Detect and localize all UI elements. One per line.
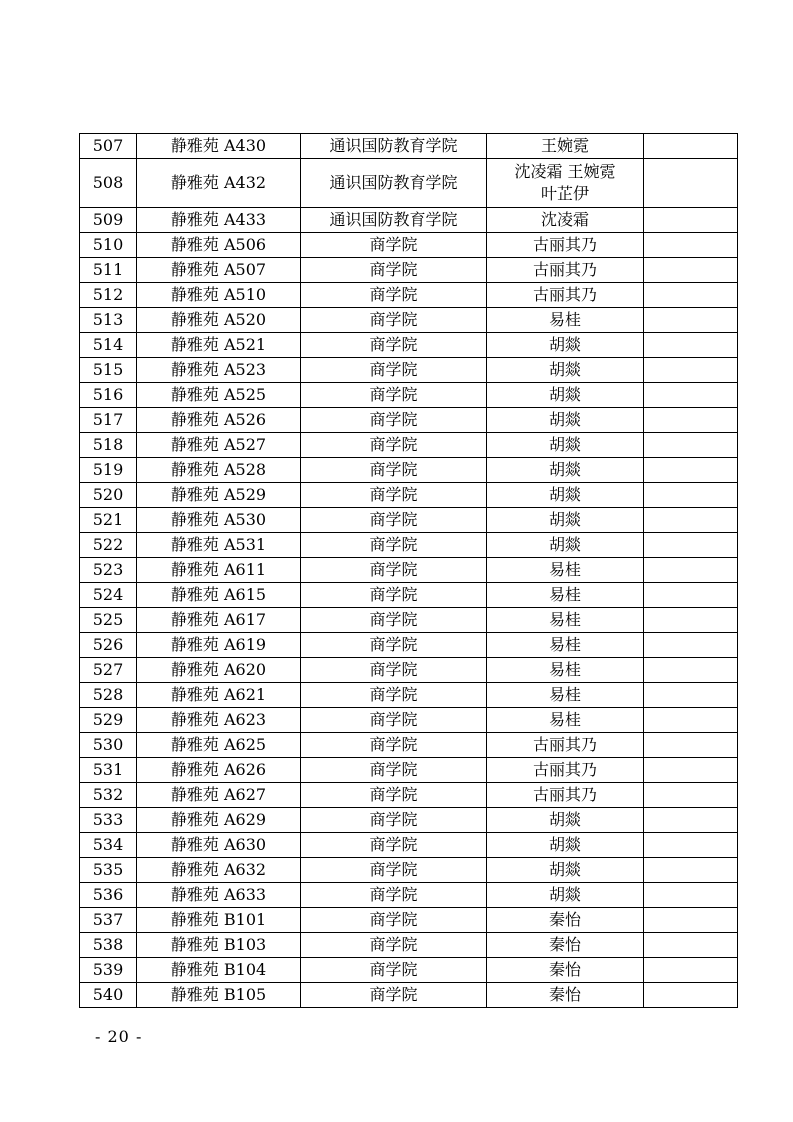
row-number-cell: 524: [80, 583, 137, 608]
remarks-cell: [644, 283, 738, 308]
room-cell: 静雅苑 B103: [137, 933, 301, 958]
responsible-person-cell: 胡燚: [487, 483, 644, 508]
college-cell: 商学院: [301, 458, 487, 483]
row-number-cell: 522: [80, 533, 137, 558]
college-cell: 商学院: [301, 658, 487, 683]
responsible-person-cell: 古丽其乃: [487, 258, 644, 283]
remarks-cell: [644, 333, 738, 358]
responsible-person-cell: 古丽其乃: [487, 733, 644, 758]
room-cell: 静雅苑 A520: [137, 308, 301, 333]
remarks-cell: [644, 308, 738, 333]
row-number-cell: 514: [80, 333, 137, 358]
row-number-cell: 532: [80, 783, 137, 808]
remarks-cell: [644, 683, 738, 708]
room-cell: 静雅苑 A530: [137, 508, 301, 533]
row-number-cell: 536: [80, 883, 137, 908]
remarks-cell: [644, 583, 738, 608]
row-number-cell: 515: [80, 358, 137, 383]
room-cell: 静雅苑 A633: [137, 883, 301, 908]
room-cell: 静雅苑 A526: [137, 408, 301, 433]
room-cell: 静雅苑 A430: [137, 134, 301, 159]
college-cell: 商学院: [301, 933, 487, 958]
responsible-person-cell: 易桂: [487, 658, 644, 683]
room-cell: 静雅苑 A615: [137, 583, 301, 608]
responsible-person-cell: 秦怡: [487, 933, 644, 958]
row-number-cell: 512: [80, 283, 137, 308]
college-cell: 商学院: [301, 783, 487, 808]
table-row: [80, 333, 738, 358]
row-number-cell: 534: [80, 833, 137, 858]
responsible-person-line: 叶芷伊: [540, 184, 589, 203]
row-number-cell: 525: [80, 608, 137, 633]
table-row: [80, 283, 738, 308]
remarks-cell: [644, 983, 738, 1008]
college-cell: 商学院: [301, 558, 487, 583]
table-row: [80, 833, 738, 858]
room-cell: 静雅苑 A626: [137, 758, 301, 783]
room-cell: 静雅苑 A506: [137, 233, 301, 258]
college-cell: 商学院: [301, 333, 487, 358]
room-cell: 静雅苑 A529: [137, 483, 301, 508]
room-cell: 静雅苑 A432: [137, 159, 301, 208]
remarks-cell: [644, 808, 738, 833]
college-cell: 商学院: [301, 883, 487, 908]
table-row: [80, 483, 738, 508]
responsible-person-cell: 古丽其乃: [487, 783, 644, 808]
table-row: [80, 933, 738, 958]
table-row: [80, 159, 738, 208]
table-row: [80, 658, 738, 683]
table-row: [80, 258, 738, 283]
remarks-cell: [644, 483, 738, 508]
remarks-cell: [644, 233, 738, 258]
college-cell: 通识国防教育学院: [301, 208, 487, 233]
college-cell: 商学院: [301, 283, 487, 308]
college-cell: 商学院: [301, 808, 487, 833]
responsible-person-cell: 胡燚: [487, 458, 644, 483]
room-cell: 静雅苑 B101: [137, 908, 301, 933]
remarks-cell: [644, 408, 738, 433]
college-cell: 商学院: [301, 683, 487, 708]
remarks-cell: [644, 159, 738, 208]
room-cell: 静雅苑 A627: [137, 783, 301, 808]
responsible-person-cell: 易桂: [487, 683, 644, 708]
college-cell: 商学院: [301, 533, 487, 558]
room-cell: 静雅苑 A507: [137, 258, 301, 283]
table-row: [80, 958, 738, 983]
table-row: [80, 633, 738, 658]
row-number-cell: 508: [80, 159, 137, 208]
row-number-cell: 540: [80, 983, 137, 1008]
responsible-person-cell: 秦怡: [487, 983, 644, 1008]
college-cell: 商学院: [301, 408, 487, 433]
row-number-cell: 528: [80, 683, 137, 708]
responsible-person-cell: 沈凌霜: [487, 208, 644, 233]
college-cell: 商学院: [301, 833, 487, 858]
college-cell: 商学院: [301, 733, 487, 758]
college-cell: 商学院: [301, 633, 487, 658]
row-number-cell: 526: [80, 633, 137, 658]
college-cell: 商学院: [301, 583, 487, 608]
college-cell: 商学院: [301, 983, 487, 1008]
table-row: [80, 808, 738, 833]
remarks-cell: [644, 858, 738, 883]
room-cell: 静雅苑 A611: [137, 558, 301, 583]
table-row: [80, 708, 738, 733]
college-cell: 商学院: [301, 958, 487, 983]
remarks-cell: [644, 208, 738, 233]
table-row: [80, 683, 738, 708]
responsible-person-line: 沈凌霜 王婉霓: [514, 162, 616, 181]
row-number-cell: 511: [80, 258, 137, 283]
responsible-person-cell: 古丽其乃: [487, 233, 644, 258]
row-number-cell: 537: [80, 908, 137, 933]
responsible-person-cell: 古丽其乃: [487, 758, 644, 783]
row-number-cell: 539: [80, 958, 137, 983]
remarks-cell: [644, 633, 738, 658]
responsible-person-cell: 胡燚: [487, 533, 644, 558]
remarks-cell: [644, 733, 738, 758]
row-number-cell: 520: [80, 483, 137, 508]
room-cell: 静雅苑 A619: [137, 633, 301, 658]
responsible-person-cell: 胡燚: [487, 383, 644, 408]
table-row: [80, 233, 738, 258]
remarks-cell: [644, 658, 738, 683]
responsible-person-cell: 易桂: [487, 633, 644, 658]
remarks-cell: [644, 508, 738, 533]
room-cell: 静雅苑 A632: [137, 858, 301, 883]
table-body: [80, 134, 738, 1008]
college-cell: 通识国防教育学院: [301, 159, 487, 208]
remarks-cell: [644, 883, 738, 908]
page-number: - 20 -: [95, 1027, 143, 1046]
row-number-cell: 516: [80, 383, 137, 408]
row-number-cell: 533: [80, 808, 137, 833]
table-row: [80, 733, 738, 758]
row-number-cell: 538: [80, 933, 137, 958]
remarks-cell: [644, 558, 738, 583]
college-cell: 商学院: [301, 758, 487, 783]
college-cell: 商学院: [301, 708, 487, 733]
college-cell: 商学院: [301, 233, 487, 258]
row-number-cell: 529: [80, 708, 137, 733]
remarks-cell: [644, 258, 738, 283]
responsible-person-cell: 易桂: [487, 708, 644, 733]
table-row: [80, 758, 738, 783]
row-number-cell: 535: [80, 858, 137, 883]
responsible-person-cell: 秦怡: [487, 958, 644, 983]
table-row: [80, 458, 738, 483]
responsible-person-cell: 王婉霓: [487, 134, 644, 159]
remarks-cell: [644, 533, 738, 558]
remarks-cell: [644, 608, 738, 633]
remarks-cell: [644, 383, 738, 408]
remarks-cell: [644, 958, 738, 983]
responsible-person-cell: 易桂: [487, 583, 644, 608]
row-number-cell: 507: [80, 134, 137, 159]
row-number-cell: 517: [80, 408, 137, 433]
table-row: [80, 383, 738, 408]
table-row: [80, 533, 738, 558]
responsible-person-cell: 胡燚: [487, 808, 644, 833]
table-row: [80, 883, 738, 908]
table-row: [80, 608, 738, 633]
remarks-cell: [644, 783, 738, 808]
responsible-person-cell: 易桂: [487, 558, 644, 583]
responsible-person-cell: 古丽其乃: [487, 283, 644, 308]
table-row: [80, 858, 738, 883]
college-cell: 商学院: [301, 908, 487, 933]
room-cell: 静雅苑 A528: [137, 458, 301, 483]
row-number-cell: 521: [80, 508, 137, 533]
room-cell: 静雅苑 A617: [137, 608, 301, 633]
table-row: [80, 583, 738, 608]
remarks-cell: [644, 758, 738, 783]
remarks-cell: [644, 134, 738, 159]
table-row: [80, 908, 738, 933]
table-row: [80, 134, 738, 159]
college-cell: 商学院: [301, 483, 487, 508]
room-cell: 静雅苑 A623: [137, 708, 301, 733]
college-cell: 商学院: [301, 308, 487, 333]
room-cell: 静雅苑 A525: [137, 383, 301, 408]
college-cell: 商学院: [301, 608, 487, 633]
row-number-cell: 513: [80, 308, 137, 333]
college-cell: 商学院: [301, 358, 487, 383]
remarks-cell: [644, 433, 738, 458]
table-row: [80, 208, 738, 233]
remarks-cell: [644, 458, 738, 483]
responsible-person-cell: 易桂: [487, 308, 644, 333]
remarks-cell: [644, 358, 738, 383]
remarks-cell: [644, 708, 738, 733]
room-cell: 静雅苑 A625: [137, 733, 301, 758]
table-row: [80, 308, 738, 333]
table-row: [80, 983, 738, 1008]
college-cell: 商学院: [301, 258, 487, 283]
remarks-cell: [644, 908, 738, 933]
responsible-person-cell: 胡燚: [487, 358, 644, 383]
responsible-person-cell: 胡燚: [487, 883, 644, 908]
table-row: [80, 408, 738, 433]
row-number-cell: 527: [80, 658, 137, 683]
room-cell: 静雅苑 B105: [137, 983, 301, 1008]
table-row: [80, 433, 738, 458]
room-cell: 静雅苑 A527: [137, 433, 301, 458]
room-cell: 静雅苑 B104: [137, 958, 301, 983]
remarks-cell: [644, 833, 738, 858]
responsible-person-cell: 胡燚: [487, 433, 644, 458]
responsible-person-cell: 胡燚: [487, 833, 644, 858]
responsible-person-cell: 秦怡: [487, 908, 644, 933]
row-number-cell: 531: [80, 758, 137, 783]
responsible-person-cell: 胡燚: [487, 408, 644, 433]
table-row: [80, 508, 738, 533]
room-cell: 静雅苑 A620: [137, 658, 301, 683]
room-cell: 静雅苑 A630: [137, 833, 301, 858]
room-cell: 静雅苑 A629: [137, 808, 301, 833]
room-cell: 静雅苑 A531: [137, 533, 301, 558]
row-number-cell: 523: [80, 558, 137, 583]
college-cell: 商学院: [301, 383, 487, 408]
college-cell: 通识国防教育学院: [301, 134, 487, 159]
room-cell: 静雅苑 A621: [137, 683, 301, 708]
row-number-cell: 510: [80, 233, 137, 258]
table-row: [80, 558, 738, 583]
row-number-cell: 509: [80, 208, 137, 233]
responsible-person-cell: [487, 159, 644, 208]
room-cell: 静雅苑 A433: [137, 208, 301, 233]
row-number-cell: 518: [80, 433, 137, 458]
table-row: [80, 358, 738, 383]
college-cell: 商学院: [301, 858, 487, 883]
college-cell: 商学院: [301, 433, 487, 458]
dormitory-assignment-table: [79, 133, 738, 1008]
responsible-person-cell: 胡燚: [487, 508, 644, 533]
room-cell: 静雅苑 A510: [137, 283, 301, 308]
college-cell: 商学院: [301, 508, 487, 533]
room-cell: 静雅苑 A521: [137, 333, 301, 358]
row-number-cell: 519: [80, 458, 137, 483]
responsible-person-cell: 易桂: [487, 608, 644, 633]
row-number-cell: 530: [80, 733, 137, 758]
responsible-person-cell: 胡燚: [487, 333, 644, 358]
room-cell: 静雅苑 A523: [137, 358, 301, 383]
table-row: [80, 783, 738, 808]
responsible-person-cell: 胡燚: [487, 858, 644, 883]
remarks-cell: [644, 933, 738, 958]
